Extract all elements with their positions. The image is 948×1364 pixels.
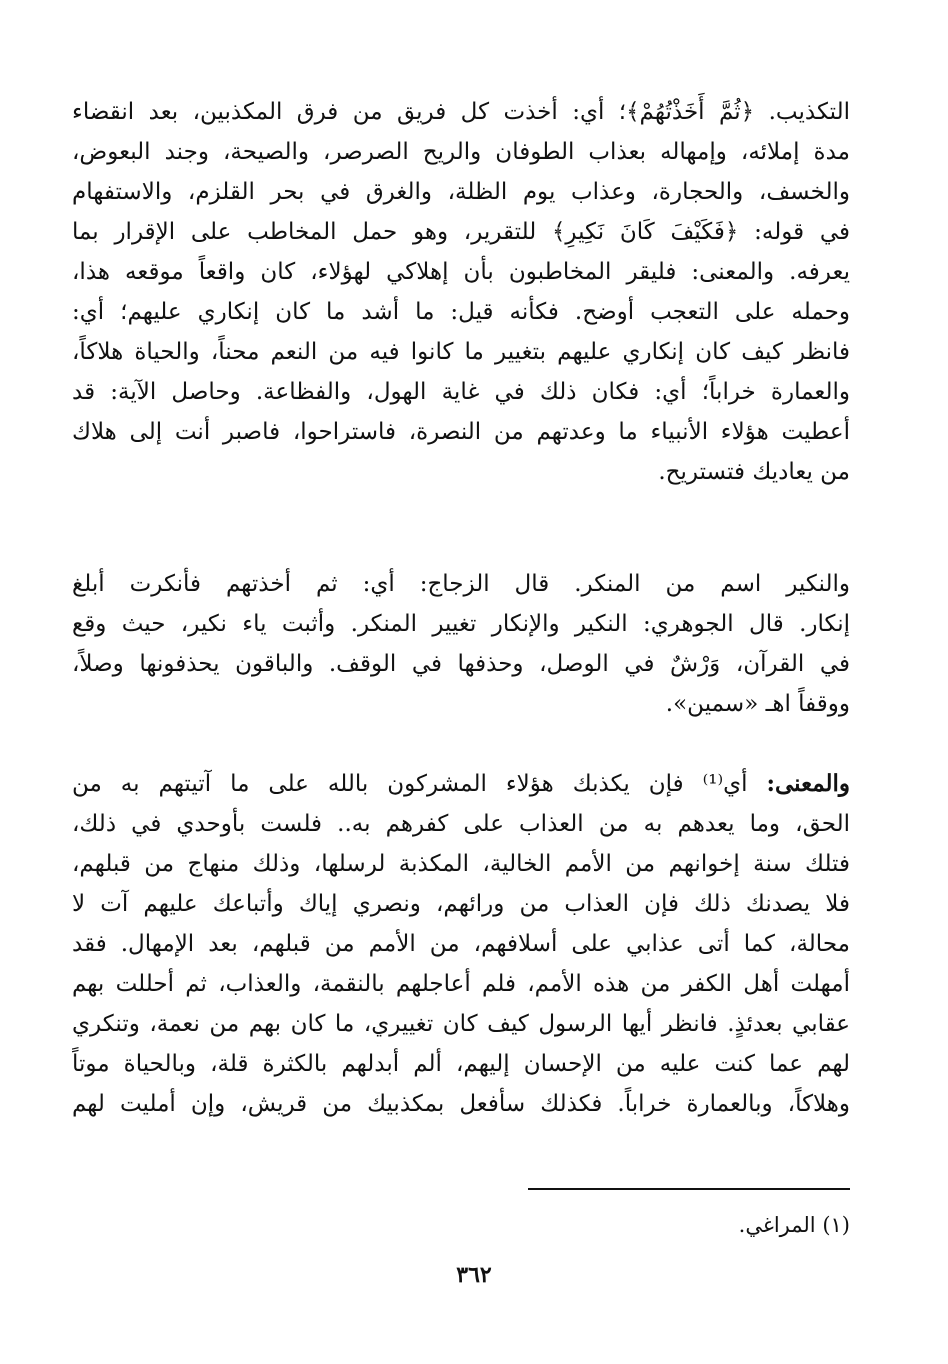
footnote [739,1208,850,1242]
text-line: فتلك سنة إخوانهم من الأمم الخالية، المكذبة لرسلها، وذلك منهاج من قبلهم، [72,851,850,877]
text-line: فانظر كيف كان إنكاري عليهم بتغيير ما كانوا فيه من النعم محناً، والحياة هلاكاً، [72,339,850,365]
text-line: يعرفه. والمعنى: فليقر المخاطبون بأن إهلاكي لهؤلاء، كان واقعاً موقعه هذا، [72,259,850,285]
text-line-content: أي⁽¹⁾ فإن يكذبك هؤلاء المشركون بالله على ما آتيتهم به من [72,771,748,797]
text-line: التكذيب. ﴿ثُمَّ أَخَذْتُهُمْ﴾؛ أي: أخذت كل فريق من فرق المكذبين، بعد انقضاء [72,99,850,125]
text-line: أعطيت هؤلاء الأنبياء ما وعدتهم من النصرة، فاستراحوا، فاصبر أنت إلى هلاك [72,419,850,445]
text-line: الحق، وما يعدهم به من العذاب على كفرهم به.. فلست بأوحدي في ذلك، [72,811,850,837]
text-line: والخسف، والحجارة، وعذاب يوم الظلة، والغرق في بحر القلزم، والاستفهام [72,179,850,205]
text-line: لهم عما كنت عليه من الإحسان إليهم، ألم أبدلهم بالكثرة قلة، وبالحياة موتاً [72,1051,850,1077]
text-line: وحمله على التعجب أوضح. فكأنه قيل: ما أشد ما كان إنكاري عليهم؛ أي: [72,299,850,325]
paragraph-3 [72,764,850,1124]
text-line: مدة إملائه، وإمهاله بعذاب الطوفان والريح الصرصر، والصيحة، وجند البعوض، [72,139,850,165]
text-line: في قوله: ﴿فَكَيْفَ كَانَ نَكِيرِ﴾ للتقرير، وهو حمل المخاطب على الإقرار بما [72,219,850,245]
text-line: أمهلت أهل الكفر من هذه الأمم، فلم أعاجلهم بالنقمة، والعذاب، ثم أحللت بهم [72,971,850,997]
text-line: من يعاديك فتستريح. [658,459,850,485]
text-line: إنكار. قال الجوهري: النكير والإنكار تغيير المنكر. وأثبت ياء نكير، حيث وقع [72,611,850,637]
footnote-marker: (١) [822,1213,850,1237]
text-line: محالة، كما أتى عذابي على أسلافهم، من الأمم من قبلهم، بعد الإمهال. فقد [72,931,850,957]
text-line: عقابي بعدئذٍ. فانظر أيها الرسول كيف كان تغييري، ما كان بهم من نعمة، وتنكري [72,1011,850,1037]
text-line: وهلاكاً، وبالعمارة خراباً. فكذلك سأفعل بمكذبيك من قريش، وإن أمليت لهم [72,1091,850,1117]
text-line [72,764,850,804]
footnote-text: المراغي. [738,1213,816,1237]
meaning-heading: والمعنى: [766,770,850,797]
page-number: ٣٦٢ [456,1262,492,1288]
footnote-divider [528,1188,850,1190]
text-line: فلا يصدنك ذلك فإن العذاب من ورائهم، ونصري إياك وأتباعك عليهم آت لا [72,891,850,917]
text-line: والنكير اسم من المنكر. قال الزجاج: أي: ثم أخذتهم فأنكرت أبلغ [72,571,850,597]
paragraph-2 [72,564,850,724]
text-line: في القرآن، وَرْشٌ في الوصل، وحذفها في الوقف. والباقون يحذفونها وصلاً، [72,651,850,677]
paragraph-1 [72,92,850,492]
text-line: والعمارة خراباً؛ أي: فكان ذلك في غاية الهول، والفظاعة. وحاصل الآية: قد [72,379,850,405]
text-line: ووقفاً اهـ «سمين». [665,691,850,717]
